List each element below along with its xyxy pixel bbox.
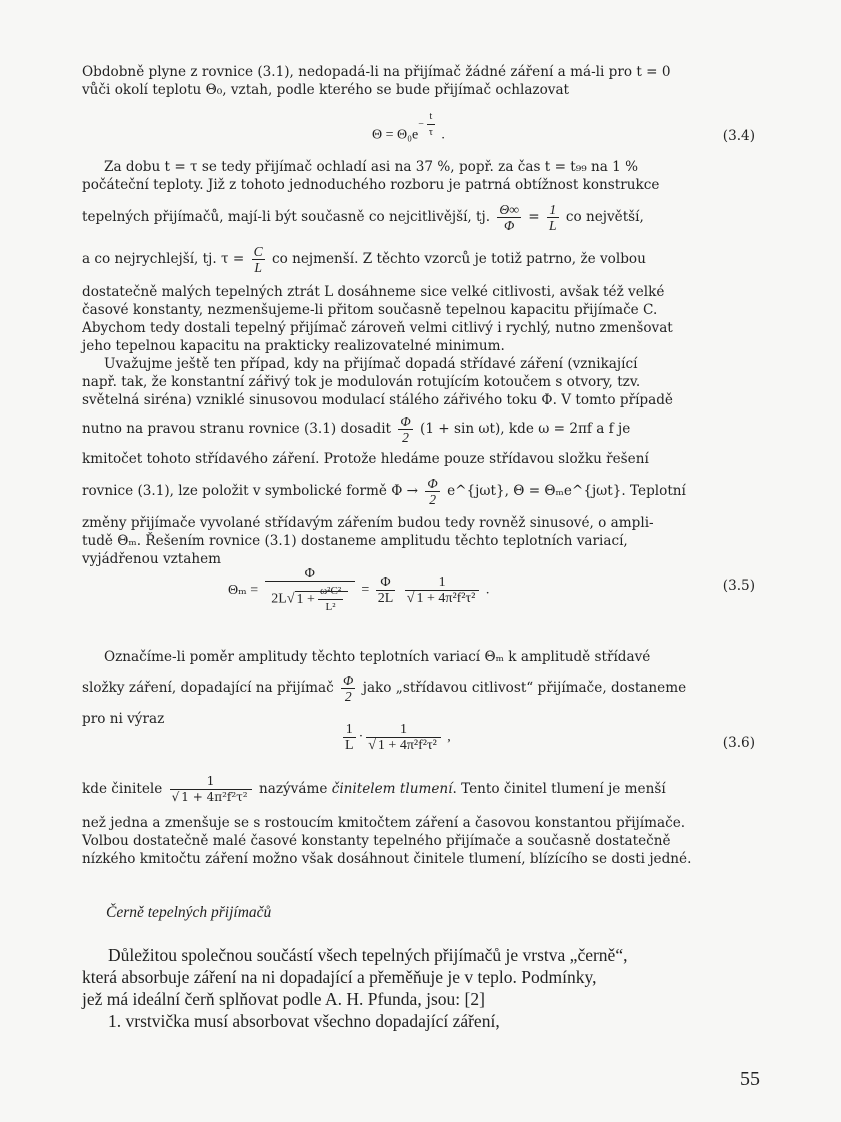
paragraph-4-line-1 bbox=[82, 648, 758, 666]
eq35-f2-num: Φ bbox=[376, 575, 396, 591]
eq34-exp-den: τ bbox=[428, 127, 433, 138]
text-line: která absorbuje záření na ni dopadající a přeměňuje je v teplo. Podmínky, bbox=[82, 967, 597, 987]
text-segment: a co nejrychlejší, tj. τ = bbox=[82, 251, 245, 267]
equation-3-5: Θₘ = Φ 2L√ 1 + $\frac{\text{ω²C²}}{\text{L²}}$ = $\frac{\Phi}{2L}$ $\frac{1}{\text{√ 1 + 4π²f²τ²}}$ . bbox=[228, 566, 490, 613]
eq36-f2-num: 1 bbox=[366, 722, 441, 738]
text-line: vůči okolí teplotu Θ₀, vztah, podle kterého se bude přijímač ochlazovat bbox=[82, 82, 570, 98]
equals-sign: = bbox=[361, 582, 370, 598]
eq35-den-pre: 2L bbox=[271, 591, 287, 607]
text-line: Volbou dostatečně malé časové konstanty tepelného přijímače a současně dostatečně bbox=[82, 833, 671, 849]
text-segment: . Tento činitel tlumení je menší bbox=[452, 781, 666, 797]
text-segment: jako „střídavou citlivost“ přijímače, dostaneme bbox=[362, 680, 687, 696]
frac-numerator: 1 bbox=[547, 202, 559, 218]
text-line: počáteční teploty. Již z tohoto jednoduchého rozboru je patrná obtížnost konstrukce bbox=[82, 177, 660, 193]
paragraph-2-line-4 bbox=[82, 244, 758, 275]
frac-denominator: 2 bbox=[344, 689, 352, 704]
text-segment: tepelných přijímačů, mají-li být současně co nejcitlivější, tj. bbox=[82, 209, 491, 225]
eq36-comma: , bbox=[447, 729, 451, 745]
text-segment: kde činitele bbox=[82, 781, 163, 797]
frac-denominator: 2 bbox=[402, 430, 409, 445]
paragraph-3-line-6 bbox=[82, 476, 758, 507]
text-segment: nutno na pravou stranu rovnice (3.1) dosadit bbox=[82, 421, 391, 437]
paragraph-5-rest bbox=[82, 814, 758, 868]
equation-3-6: $\frac{1}{L}$ · $\frac{1}{\text{√ 1 + 4π²f²τ²}}$ , bbox=[345, 722, 451, 753]
eq35-f2-den: 2L bbox=[377, 591, 394, 606]
text-line: Důležitou společnou součástí všech tepelných přijímačů je vrstva „černě“, bbox=[108, 945, 628, 965]
paragraph-4-line-2 bbox=[82, 673, 758, 704]
text-line: časové konstanty, nezmenšujeme-li přitom současně tepelnou kapacitu přijímače C. bbox=[82, 302, 658, 318]
text-line: změny přijímače vyvolané střídavým zářením budou tedy rovněž sinusové, o ampli- bbox=[82, 515, 654, 531]
eq35-inner-num: ω²C² bbox=[318, 584, 343, 600]
text-segment: složky záření, dopadající na přijímač bbox=[82, 680, 334, 696]
paragraph-2-top bbox=[82, 158, 758, 194]
paragraph-3-line-4 bbox=[82, 414, 758, 445]
text-line: jeho tepelnou kapacitu na prakticky realizovatelné minimum. bbox=[82, 338, 505, 354]
paragraph-5-line-1: kde činitele $\frac{1}{\text{√ 1 + 4π²f²τ²}}$ nazýváme činitelem tlumení. Tento činitel tlumení je menší bbox=[82, 774, 666, 804]
eq34-dot: . bbox=[441, 127, 445, 143]
frac-numerator: Φ bbox=[400, 414, 411, 429]
frac-denominator: L bbox=[254, 260, 262, 275]
eq35-f3-num: 1 bbox=[405, 575, 480, 591]
paragraph-3-rest bbox=[82, 514, 758, 568]
eq35-f3-den: 1 + 4π²f²τ² bbox=[416, 591, 476, 606]
page-number: 55 bbox=[740, 1068, 760, 1090]
frac-numerator: C bbox=[253, 244, 263, 259]
text-line: světelná siréna) vzniklé sinusovou modulací stálého zářivého toku Φ. V tomto případě bbox=[82, 392, 673, 408]
text-line: jež má ideální čerň splňovat podle A. H. Pfunda, jsou: [2] bbox=[82, 989, 485, 1009]
text-segment: co největší, bbox=[565, 209, 644, 225]
text-line: Abychom tedy dostali tepelný přijímač zároveň velmi citlivý i rychlý, nutno zmenšovat bbox=[82, 320, 673, 336]
eq35-inner-den: L² bbox=[325, 601, 336, 613]
paragraph-3-top bbox=[82, 355, 758, 409]
eq36-f2-den: 1 + 4π²f²τ² bbox=[377, 738, 437, 753]
term-damping-factor: činitelem tlumení bbox=[331, 781, 453, 797]
text-segment: co nejmenší. Z těchto vzorců je totiž patrno, že volbou bbox=[271, 251, 646, 267]
text-line: nízkého kmitočtu záření možno však dosáhnout činitele tlumení, blízícího se dosti jedné. bbox=[82, 851, 692, 867]
text-line: např. tak, že konstantní zářivý tok je modulován rotujícím kotoučem s otvory, tzv. bbox=[82, 374, 641, 390]
eq36-dot: · bbox=[358, 729, 364, 745]
equation-number-3-5: (3.5) bbox=[722, 578, 755, 594]
text-line: než jedna a zmenšuje se s rostoucím kmitočtem záření a časovou konstantou přijímače. bbox=[82, 815, 686, 831]
eq35-numerator: Φ bbox=[265, 566, 355, 582]
eq35-dot: . bbox=[485, 582, 490, 598]
frac-numerator: Θ∞ bbox=[499, 202, 519, 217]
frac-numerator: 1 bbox=[170, 774, 252, 790]
frac-denominator: Φ bbox=[503, 218, 515, 233]
text-line: Uvažujme ještě ten případ, kdy na přijímač dopadá střídavé záření (vznikající bbox=[104, 356, 638, 372]
eq36-f1-num: 1 bbox=[343, 722, 356, 738]
paragraph-intro bbox=[82, 63, 758, 99]
text-segment: (1 + sin ωt), kde ω = 2πf a f je bbox=[420, 421, 631, 437]
text-line: dostatečně malých tepelných ztrát L dosáhneme sice velké citlivosti, avšak též velké bbox=[82, 284, 665, 300]
text-line: vyjádřenou vztahem bbox=[82, 551, 222, 567]
text-line: Obdobně plyne z rovnice (3.1), nedopadá-li na přijímač žádné záření a má-li pro t = 0 bbox=[82, 64, 671, 80]
paragraph-3-line-5 bbox=[82, 450, 758, 468]
equation-number-3-4: (3.4) bbox=[722, 128, 755, 144]
paragraph-2-rest bbox=[82, 283, 758, 355]
frac-denominator: 1 + 4π²f²τ² bbox=[181, 790, 248, 804]
equals-sign: = bbox=[528, 209, 540, 225]
eq34-exp-num: t bbox=[427, 109, 435, 125]
text-segment: rovnice (3.1), lze položit v symbolické formě Φ → bbox=[82, 483, 419, 499]
text-line: Za dobu t = τ se tedy přijímač ochladí asi na 37 %, popř. za čas t = t₉₉ na 1 % bbox=[104, 159, 639, 175]
section-heading: Černě tepelných přijímačů bbox=[106, 904, 272, 921]
frac-numerator: Φ bbox=[427, 476, 438, 491]
equation-number-3-6: (3.6) bbox=[722, 735, 755, 751]
paragraph-2-line-3 bbox=[82, 202, 758, 233]
frac-numerator: Φ bbox=[343, 673, 354, 688]
eq34-lhs: Θ = Θ₀e bbox=[372, 127, 419, 143]
frac-denominator: 2 bbox=[429, 492, 436, 507]
eq35-lhs: Θₘ = bbox=[228, 583, 259, 598]
text-line: tudě Θₘ. Řešením rovnice (3.1) dostaneme amplitudu těchto teplotních variací, bbox=[82, 533, 628, 549]
text-line: Označíme-li poměr amplitudy těchto teplotních variací Θₘ k amplitudě střídavé bbox=[104, 649, 651, 665]
text-line: pro ni výraz bbox=[82, 711, 165, 727]
eq36-f1-den: L bbox=[345, 738, 354, 753]
paragraph-blackness bbox=[82, 944, 764, 1032]
text-line: kmitočet tohoto střídavého záření. Protože hledáme pouze střídavou složku řešení bbox=[82, 451, 649, 467]
frac-denominator: L bbox=[548, 218, 557, 233]
equation-3-4: $\Theta = \Theta_0e^{- \frac{t}{\tau}}$ . bbox=[372, 111, 445, 143]
text-segment: e^{jωt}, Θ = Θₘe^{jωt}. Teplotní bbox=[447, 483, 686, 499]
eq35-one-plus: 1 + bbox=[296, 591, 315, 607]
list-item: 1. vrstvička musí absorbovat všechno dopadající záření, bbox=[108, 1011, 500, 1031]
text-segment: nazýváme bbox=[258, 781, 328, 797]
